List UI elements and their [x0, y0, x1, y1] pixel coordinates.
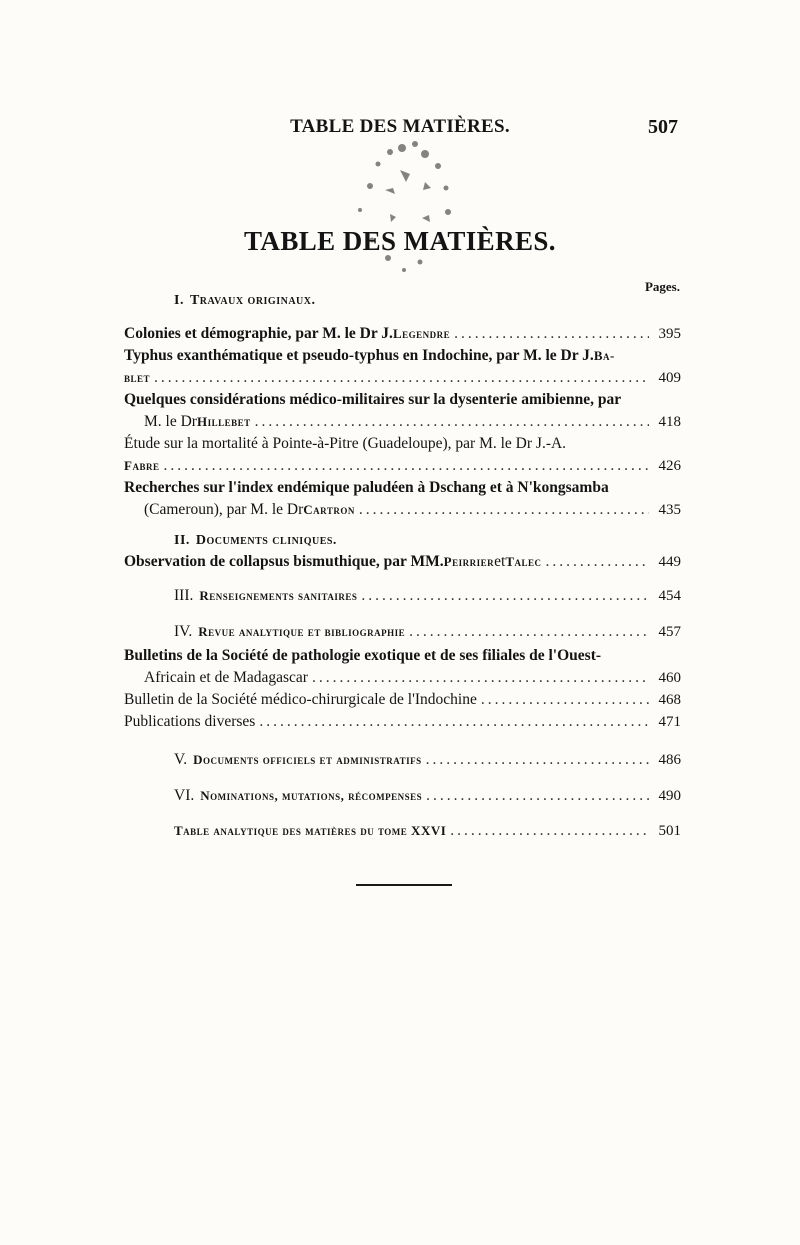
- page-number: 507: [648, 116, 678, 138]
- toc-entry: Bulletin de la Société médico-chirurgicale de l'Indochine ..... 468: [124, 689, 681, 711]
- library-stamp: [330, 130, 480, 290]
- section-heading: I. Travaux originaux.: [174, 293, 316, 308]
- page-title: TABLE DES MATIÈRES.: [244, 226, 556, 256]
- toc-entry: Observation de collapsus bismuthique, par MM. Peirrier et Talec ..... 449: [124, 551, 681, 573]
- end-rule: [356, 884, 452, 886]
- section-heading: II. Documents cliniques.: [174, 533, 337, 548]
- running-title: TABLE DES MATIÈRES.: [290, 116, 510, 137]
- toc-entry: Quelques considérations médico-militaires sur la dysenterie amibienne, par M. le Dr Hillebet ..... 418: [124, 389, 681, 433]
- toc-entry: Publications diverses ..... 471: [124, 711, 681, 733]
- toc-entry: III. Renseignements sanitaires ..... 454: [124, 585, 681, 607]
- toc-entry: VI. Nominations, mutations, récompenses ..... 490: [124, 785, 681, 807]
- toc-entry: Recherches sur l'index endémique paludéen à Dschang et à N'kongsamba (Cameroun), par M. le Dr Cartron ..... 435: [124, 477, 681, 521]
- toc-entry: V. Documents officiels et administratifs ..... 486: [124, 749, 681, 771]
- toc-entry: Colonies et démographie, par M. le Dr J. Legendre ..... 395: [124, 323, 681, 345]
- pages-column-label: Pages.: [644, 279, 680, 294]
- toc-entry: IV. Revue analytique et bibliographie ..... 457: [124, 621, 681, 643]
- toc-entry: Étude sur la mortalité à Pointe-à-Pitre (Guadeloupe), par M. le Dr J.-A. Fabre ..... 426: [124, 433, 681, 477]
- toc-entry: Table analytique des matières du tome XXVI ..... 501: [124, 820, 681, 842]
- toc-entry: Bulletins de la Société de pathologie exotique et de ses filiales de l'Ouest- Africain et de Madagascar ..... 460: [124, 645, 681, 689]
- toc-entry: Typhus exanthématique et pseudo-typhus en Indochine, par M. le Dr J. Ba- blet ..... 409: [124, 345, 681, 389]
